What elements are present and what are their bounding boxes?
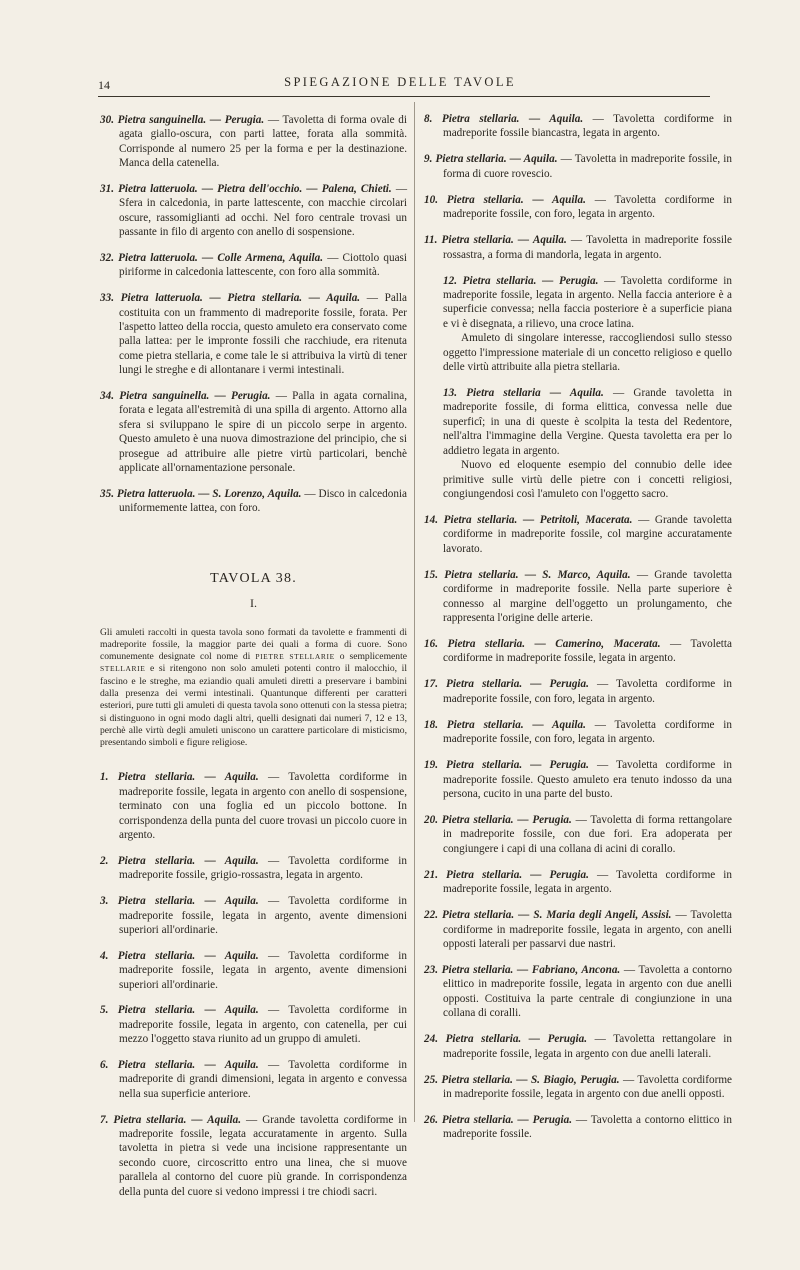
entry-35: 35. Pietra latteruola. — S. Lorenzo, Aquila. — Disco in calcedonia uniformemente lattea, con foro.: [100, 487, 407, 515]
page-header: [98, 73, 702, 95]
entry-30: 30. Pietra sanguinella. — Perugia. — Tavoletta di forma ovale di agata giallo-oscura, con parti lattee, forata alla sommità. Corrisponde al numero 25 per la forma e per la destinazione. Manca della catenella.: [100, 114, 407, 170]
page-number: 14: [98, 78, 110, 92]
tavola-heading: [100, 572, 407, 611]
entry-14: 14. Pietra stellaria. — Petritoli, Macerata. — Grande tavoletta cordiforme in madreporite fossile, col margine accuratamente lavorato.: [424, 513, 732, 555]
entry-20: 20. Pietra stellaria. — Perugia. — Tavoletta di forma rettangolare in madreporite fossile, con due fori. Era adoperata per congiungere i capi di una collana di acini di corallo.: [424, 813, 733, 855]
entry-34: 34. Pietra sanguinella. — Perugia. — Palla in agata cornalina, forata e legata all'estremità di una spilla di argento. Attorno alla sfera si sviluppano le spire di un piccolo serpe in argento. Questo amuleto è una nuova dimostrazione del principio, che si prosegue ad attribuire alle pietre virtù particolari, benchè applicate all'ornamentazione personale.: [100, 390, 407, 475]
entry-31: 31. Pietra latteruola. — Pietra dell'occhio. — Palena, Chieti. — Sfera in calcedonia, in parte lattescente, con macchie circolari oscure, rassomiglianti ad occhi. Nel foro centrale trovasi un passante in filo di argento con anello di sospensione.: [100, 183, 408, 239]
entry-22: 22. Pietra stellaria. — S. Maria degli Angeli, Assisi. — Tavoletta cordiforme in madreporite fossile, legata in argento, con anelli opposti laterali per passarvi due nastri.: [424, 909, 733, 950]
entry-19: 19. Pietra stellaria. — Perugia. — Tavoletta cordiforme in madreporite fossile. Questo amuleto era tenuto indosso da una persona, cucito in una parte del busto.: [424, 759, 732, 800]
entry-6: 6. Pietra stellaria. — Aquila. — Tavoletta cordiforme in madreporite di grandi dimensioni, legata in argento e convessa nella sua superficie anteriore.: [100, 1058, 408, 1100]
entry-3: 3. Pietra stellaria. — Aquila. — Tavoletta cordiforme in madreporite fossile, legata in argento, avente dimensioni superiori all'ordinarie.: [100, 895, 408, 936]
entry-15: 15. Pietra stellaria. — S. Marco, Aquila. — Grande tavoletta cordiforme in madreporite fossile. Nella parte superiore è connesso al margine dell'oggetto un prolungamento, che rappresenta l'origine delle arterie.: [424, 568, 732, 624]
tavola-title: TAVOLA 38.: [210, 570, 297, 586]
entry-2: 2. Pietra stellaria. — Aquila. — Tavoletta cordiforme in madreporite fossile, grigio-rossastra, legata in argento.: [100, 854, 408, 882]
entry-12: 12. Pietra stellaria. — Perugia. — Tavoletta cordiforme in madreporite fossile, legata in argento. Nella faccia anteriore è a superficie convessa; nella faccia posteriore è a superficie piana e vi è disegnata, a rilievo, una croce latina. Amuleto di singolare interesse, raccogliendosi sullo stesso oggetto l'impressione materiale di un concetto religioso e quello delle virtù attribuite alla pietra stellaria.: [443, 274, 732, 374]
header-rule: [98, 96, 710, 97]
column-divider: [414, 102, 415, 1122]
entry-21: 21. Pietra stellaria. — Perugia. — Tavoletta cordiforme in madreporite fossile, legata in argento.: [424, 868, 732, 896]
entry-11: 11. Pietra stellaria. — Aquila. — Tavoletta in madreporite fossile rossastra, a forma di mandorla, legata in argento.: [424, 234, 733, 261]
entry-33: 33. Pietra latteruola. — Pietra stellaria. — Aquila. — Palla costituita con un frammento di madreporite fossile, forata. Per l'aspetto latteo della roccia, questo amuleto era conservato come palla lattea: per le impronte fossili che racchiude, era ritenuta come pietra stellaria, e come tale le si attribuiva la virtù di tener lungi le streghe e di allontanare i vermi intestinali.: [100, 292, 407, 377]
entry-24: 24. Pietra stellaria. — Perugia. — Tavoletta rettangolare in madreporite fossile, legata in argento con due anelli laterali.: [424, 1033, 732, 1060]
left-column: [100, 113, 407, 1210]
tavola-section-number: I.: [250, 596, 257, 611]
running-title: SPIEGAZIONE DELLE TAVOLE: [284, 75, 516, 89]
entry-7: 7. Pietra stellaria. — Aquila. — Grande tavoletta cordiforme in madreporite fossile, legata accuratamente in argento. Sulla tavoletta in pietra si vede una incisione rappresentante un secondo cuore, circoscritto entro una linea, che si muove parallela al contorno del cuore più grande. In corrispondenza della punta del cuore si vedono impressi i tre chiodi sacri.: [100, 1113, 407, 1198]
entry-8: 8. Pietra stellaria. — Aquila. — Tavoletta cordiforme in madreporite fossile biancastra, legata in argento.: [424, 113, 733, 140]
entry-17: 17. Pietra stellaria. — Perugia. — Tavoletta cordiforme in madreporite fossile, con foro, legata in argento.: [424, 678, 732, 705]
entry-5: 5. Pietra stellaria. — Aquila. — Tavoletta cordiforme in madreporite fossile, legata in argento, con catenella, per cui mezzo l'oggetto stava riunito ad un gruppo di amuleti.: [100, 1004, 408, 1046]
entry-25: 25. Pietra stellaria. — S. Biagio, Perugia. — Tavoletta cordiforme in madreporite fossile, legata in argento con due anelli opposti.: [424, 1073, 732, 1101]
entry-26: 26. Pietra stellaria. — Perugia. — Tavoletta a contorno elittico in madreporite fossile.: [424, 1114, 733, 1141]
entry-1: 1. Pietra stellaria. — Aquila. — Tavoletta cordiforme in madreporite fossile, legata in argento con anello di sospensione, terminato con una foglia ed un piccolo bottone. In corrispondenza della punta del cuore trovasi un piccolo cuore in argento.: [100, 771, 408, 842]
right-column: [424, 112, 732, 1153]
entry-32: 32. Pietra latteruola. — Colle Armena, Aquila. — Ciottolo quasi piriforme in calcedonia lattescente, con foro alla sommità.: [100, 252, 408, 279]
entry-16: 16. Pietra stellaria. — Camerino, Macerata. — Tavoletta cordiforme in madreporite fossile, legata in argento.: [424, 637, 732, 665]
entry-4: 4. Pietra stellaria. — Aquila. — Tavoletta cordiforme in madreporite fossile, legata in argento, avente dimensioni superiori all'ordinarie.: [100, 949, 408, 991]
entry-18: 18. Pietra stellaria. — Aquila. — Tavoletta cordiforme in madreporite fossile, con foro, legata in argento.: [424, 718, 732, 746]
entry-9: 9. Pietra stellaria. — Aquila. — Tavoletta in madreporite fossile, in forma di cuore rovescio.: [424, 153, 733, 180]
entry-10: 10. Pietra stellaria. — Aquila. — Tavoletta cordiforme in madreporite fossile, con foro, legata in argento.: [424, 193, 732, 221]
tavola-intro: Gli amuleti raccolti in questa tavola sono formati da tavolette e frammenti di madreporite fossile, la maggior parte dei quali a forma di cuore. Sono comunemente designate col nome di PIETRE STELLARIE o semplicemente STELLARIE e si ritengono non solo amuleti potenti contro il malocchio, il fascino e le streghe, ma eziandio quali amuleti diretti a preservare i bambini dalla presenza dei vermi intestinali. Quantunque differenti per caratteri esteriori, pure tutti gli amuleti di questa tavola sono ottenuti con la stessa pietra; si distinguono in ogni modo dagli altri, quelli designati dai numeri 7, 12 e 13, perchè alle virtù degli amuleti uniscono un carattere particolare di misticismo, presentando simboli e figure religiose.: [100, 626, 408, 749]
entry-23: 23. Pietra stellaria. — Fabriano, Ancona. — Tavoletta a contorno elittico in madreporite fossile, legata in argento con due anelli opposti. Costituiva la parte centrale di congiunzione in una collana di coralli.: [424, 964, 733, 1020]
entry-13: 13. Pietra stellaria — Aquila. — Grande tavoletta in madreporite fossile, di forma elittica, convessa nelle due superficî; in una di queste è scolpita la testa del Redentore, nell'altra l'immagine della Vergine. Questa tavoletta era per lo addietro legata in argento. Nuovo ed eloquente esempio del connubio delle idee primitive sulle virtù delle pietre con i concetti religiosi, congiungendosi così l'amuleto con l'oggetto sacro.: [443, 387, 732, 500]
